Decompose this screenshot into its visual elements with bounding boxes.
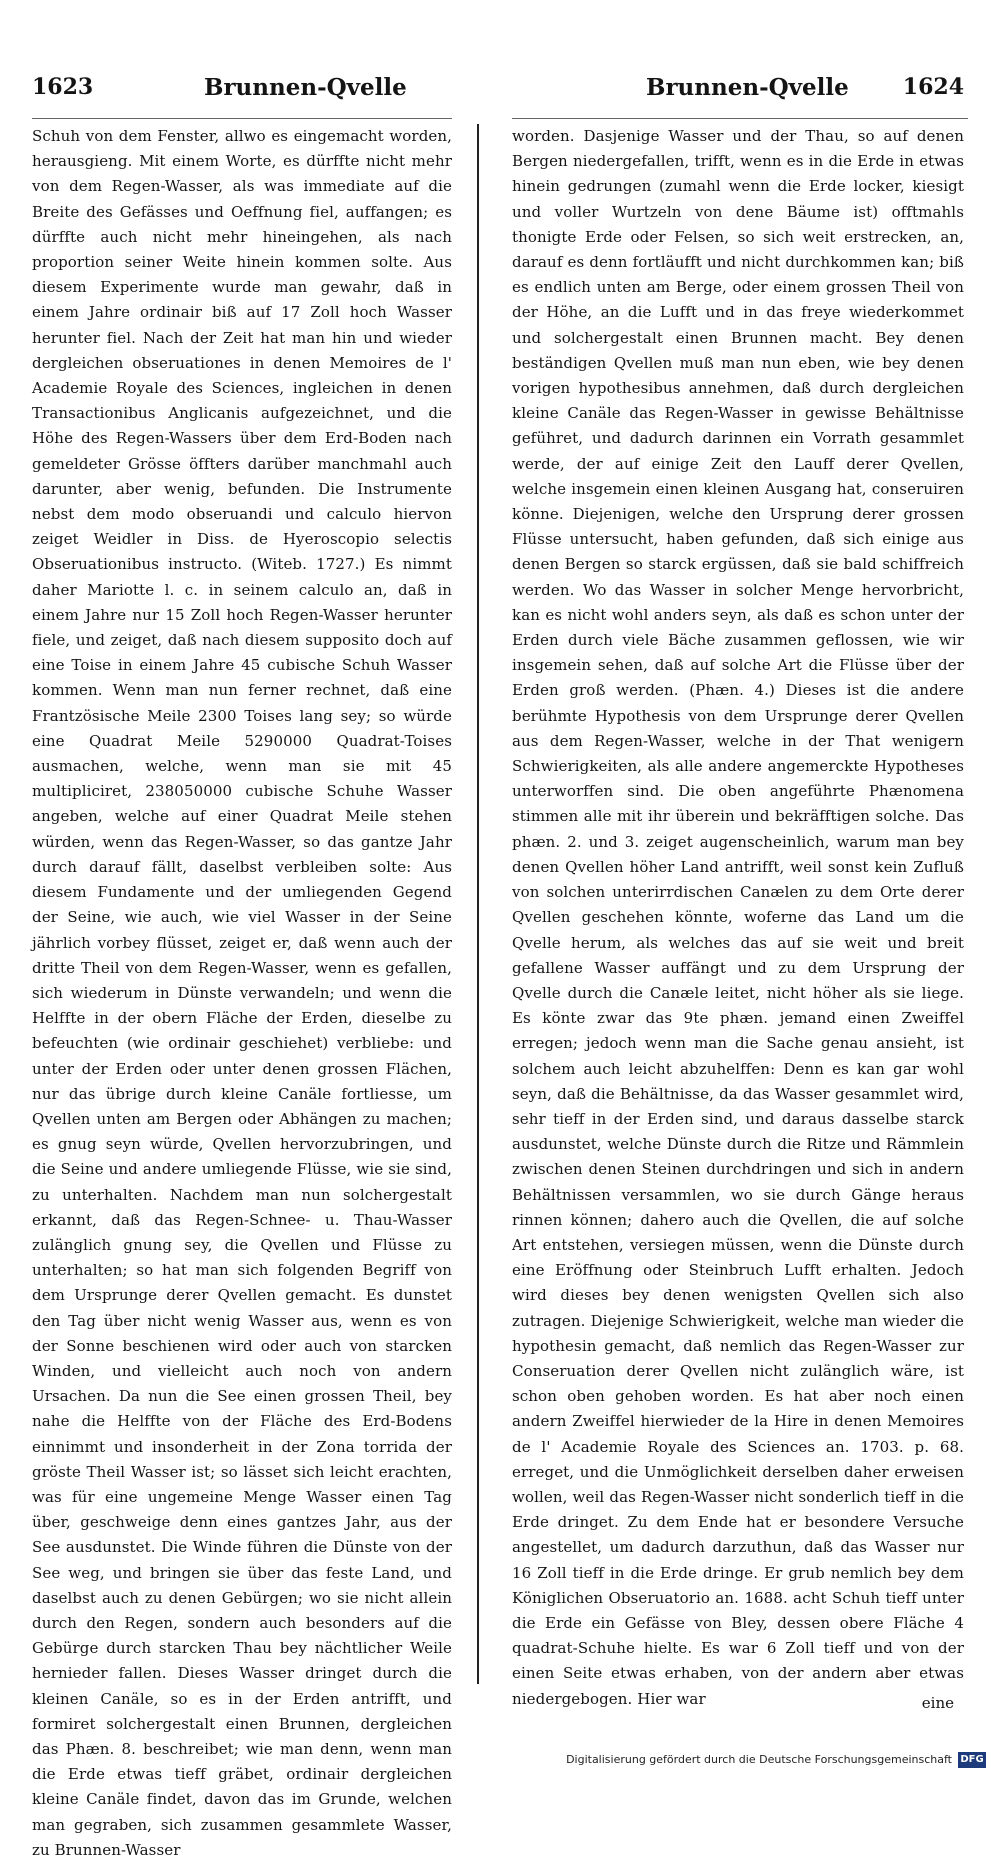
- page-number-right: 1624: [902, 74, 964, 100]
- funding-credit: Digitalisierung gefördert durch die Deutsche Forschungsgemeinschaft: [566, 1753, 952, 1766]
- text-column-right: [512, 124, 964, 1708]
- page-number-left: 1623: [32, 74, 94, 100]
- catchword: eine: [921, 1694, 954, 1712]
- column-right-text: worden. Dasjenige Wasser und der Thau, so auf denen Bergen niedergefallen, trifft, wenn es in die Erde in etwas hinein gedrungen (zumahl wenn die Erde locker, kiesigt und voller Wurtzeln von dene Bäume ist) offtmahls thonigte Erde oder Felsen, so sich weit erstrecken, an, darauf es denn fortläufft und nicht durchkommen kan; biß es endlich unten am Berge, oder einem grossen Theil von der Höhe, an die Lufft und in das freye wiederkommet und solchergestalt einen Brunnen macht. Bey denen beständigen Qvellen muß man nun eben, wie bey denen vorigen hypothesibus annehmen, daß durch dergleichen kleine Canäle das Regen-Wasser in gewisse Behältnisse geführet, und dadurch darinnen ein Vorrath gesammlet werde, der auf einige Zeit den Lauff derer Qvellen, welche insgemein einen kleinen Ausgang hat, conseruiren könne. Diejenigen, welche den Ursprung derer grossen Flüsse untersucht, haben gefunden, daß sich einige aus denen Bergen so starck ergüssen, daß sie bald schiffreich werden. Wo das Wasser in solcher Menge hervorbricht, kan es nicht wohl anders seyn, als daß es schon unter der Erden durch viele Bäche zusammen geflossen, wie wir insgemein sehen, daß auf solche Art die Flüsse über der Erden groß werden. (Phæn. 4.) Dieses ist die andere berühmte Hypothesis von dem Ursprunge derer Qvellen aus dem Regen-Wasser, welche in der That wenigern Schwierigkeiten, als alle andere angemerckte Hypotheses unterworffen sind. Die oben angeführte Phænomena stimmen alle mit ihr überein und bekräfftigen solche. Das phæn. 2. und 3. zeiget augenscheinlich, warum man bey denen Qvellen höher Land antrifft, weil sonst kein Zufluß von solchen unterirrdischen Canælen zu dem Orte derer Qvellen geschehen könnte, woferne das Land um die Qvelle herum, als welches das auf sie weit und breit gefallene Wasser auffängt und zu dem Ursprung der Qvelle durch die Canæle leitet, nicht höher als sie liege. Es könte zwar das 9te phæn. jemand einen Zweiffel erregen; jedoch wenn man die Sache genau ansieht, ist solchem auch leicht abzuhelffen: Denn es kan gar wohl seyn, daß die Behältnisse, da das Wasser gesammlet wird, sehr tieff in der Erden sind, und daraus dasselbe starck ausdunstet, welche Dünste durch die Ritze und Rämmlein zwischen denen Steinen durchdringen und sich in andern Behältnissen versammlen, wo sie durch Gänge heraus rinnen können; dahero auch die Qvellen, die auf solche Art entstehen, versiegen müssen, wenn die Dünste durch eine Eröffnung oder Steinbruch Lufft erhalten. Jedoch wird dieses bey denen wenigsten Qvellen sich also zutragen. Diejenige Schwierigkeit, welche man wieder die hypothesin gemacht, daß nemlich das Regen-Wasser zur Conseruation derer Qvellen nicht zulänglich wäre, ist schon oben gehoben worden. Es hat aber noch einen andern Zweiffel hierwieder de la Hire in denen Memoires de l' Academie Royale des Sciences an. 1703. p. 68. erreget, und die Unmöglichkeit derselben daher erweisen wollen, weil das Regen-Wasser nicht sonderlich tieff in die Erde dringet. Zu dem Ende hat er besondere Versuche angestellet, um dadurch darzuthun, daß das Wasser nur 16 Zoll tieff in die Erde dringe. Er grub nemlich bey dem Königlichen Obseruatorio an. 1688. acht Schuh tieff unter die Erde ein Gefässe von Bley, dessen obere Fläche 4 quadrat-Schuhe hielte. Es war 6 Zoll tieff und von der einen Seite etwas erhaben, von der andern aber etwas niedergebogen. Hier war: [512, 127, 964, 1708]
- dfg-logo: DFG: [958, 1752, 986, 1768]
- column-divider: [477, 124, 479, 1684]
- running-title-right: Brunnen-Qvelle: [646, 74, 849, 101]
- column-left-text: Schuh von dem Fenster, allwo es eingemacht worden, herausgieng. Mit einem Worte, es dürffte nicht mehr von dem Regen-Wasser, als was immediate auf die Breite des Gefässes und Oeffnung fiel, auffangen; es dürffte auch nicht mehr hineingehen, als nach proportion seiner Weite hinein kommen solte. Aus diesem Experimente wurde man gewahr, daß in einem Jahre ordinair biß auf 17 Zoll hoch Wasser herunter fiel. Nach der Zeit hat man hin und wieder dergleichen obseruationes in denen Memoires de l' Academie Royale des Sciences, ingleichen in denen Transactionibus Anglicanis aufgezeichnet, und die Höhe des Regen-Wassers über dem Erd-Boden nach gemeldeter Grösse öffters darüber manchmahl auch darunter, aber wenig, befunden. Die Instrumente nebst dem modo obseruandi und calculo hiervon zeiget Weidler in Diss. de Hyeroscopio selectis Obseruationibus instructo. (Witeb. 1727.) Es nimmt daher Mariotte l. c. in seinem calculo an, daß in einem Jahre nur 15 Zoll hoch Regen-Wasser herunter fiele, und zeiget, daß nach diesem supposito doch auf eine Toise in einem Jahre 45 cubische Schuh Wasser kommen. Wenn man nun ferner rechnet, daß eine Frantzösische Meile 2300 Toises lang sey; so würde eine Quadrat Meile 5290000 Quadrat-Toises ausmachen, welche, wenn man sie mit 45 multipliciret, 238050000 cubische Schuhe Wasser angeben, welche auf einer Quadrat Meile stehen würden, wenn das Regen-Wasser, so das gantze Jahr durch darauf fällt, daselbst verbleiben solte: Aus diesem Fundamente und der umliegenden Gegend der Seine, wie auch, wie viel Wasser in der Seine jährlich vorbey flüsset, zeiget er, daß wenn auch der dritte Theil von dem Regen-Wasser, wenn es gefallen, sich wiederum in Dünste verwandeln; und wenn die Helffte in der obern Fläche der Erden, dieselbe zu befeuchten (wie ordinair geschiehet) verbliebe: und unter der Erden oder unter denen grossen Flächen, nur das übrige durch kleine Canäle fortliesse, um Qvellen unten am Bergen oder Abhängen zu machen; es gnug seyn würde, Qvellen hervorzubringen, und die Seine und andere umliegende Flüsse, wie sie sind, zu unterhalten. Nachdem man nun solchergestalt erkannt, daß das Regen-Schnee- u. Thau-Wasser zulänglich gnung sey, die Qvellen und Flüsse zu unterhalten; so hat man sich folgenden Begriff von dem Ursprunge derer Qvellen gemacht. Es dunstet den Tag über nicht wenig Wasser aus, wenn es von der Sonne beschienen wird oder auch von starcken Winden, und vielleicht auch noch von andern Ursachen. Da nun die See einen grossen Theil, bey nahe die Helffte von der Fläche des Erd-Bodens einnimmt und insonderheit in der Zona torrida der gröste Theil Wasser ist; so lässet sich leicht erachten, was für eine ungemeine Menge Wasser einen Tag über, geschweige denn eines gantzes Jahr, aus der See ausdunstet. Die Winde führen die Dünste von der See weg, und bringen sie über das feste Land, und daselbst auch zu denen Gebürgen; wo sie nicht allein durch den Regen, sondern auch besonders auf die Gebürge durch starcken Thau bey nächtlicher Weile hernieder fallen. Dieses Wasser dringet durch die kleinen Canäle, so es in der Erden antrifft, und formiret solchergestalt einen Brunnen, dergleichen das Phæn. 8. beschreibet; wie man denn, wenn man die Erde etwas tieff gräbet, ordinair dergleichen kleine Canäle findet, davon das im Grunde, welchen man gegraben, sich zusammen gesammlete Wasser, zu Brunnen-Wasser: [32, 127, 452, 1859]
- page-footer: [0, 1750, 1000, 1772]
- text-column-left: [32, 124, 452, 1859]
- running-title-left: Brunnen-Qvelle: [204, 74, 407, 101]
- page-header: [24, 60, 974, 110]
- header-rule-left: [32, 118, 452, 119]
- header-rule-right: [512, 118, 968, 119]
